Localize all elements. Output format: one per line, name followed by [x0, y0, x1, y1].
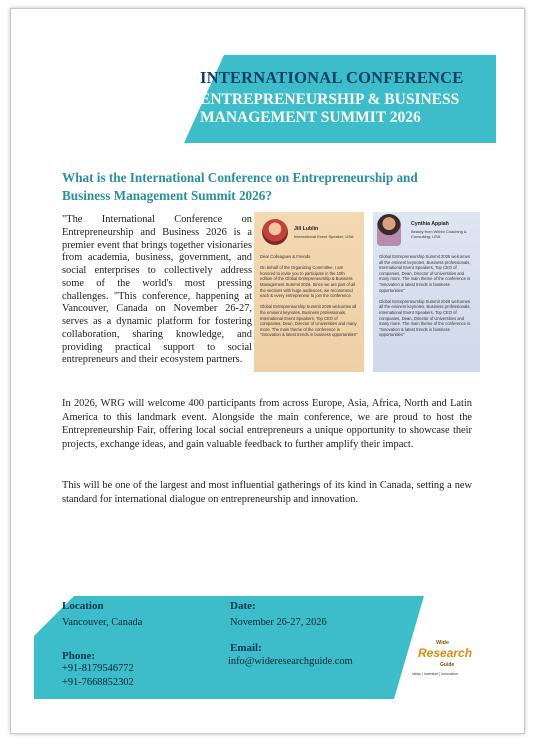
phone-number-2[interactable]: +91-7668852302	[62, 677, 134, 688]
conference-subtitle	[200, 91, 500, 127]
logo-word-main: Research	[418, 646, 473, 660]
location-label: Location	[62, 600, 104, 612]
participants-paragraph: In 2026, WRG will welcome 400 participants from across Europe, Asia, Africa, North and Latin America to this landmark event. Alongside the main conference, we are proud to host the Entrepreneurship Fair, offering local social entrepreneurs a unique opportunity to showcase their projects, exchange ideas, and gain valuable feedback to further amplify their impact.	[62, 398, 472, 450]
speaker-name: Jill Lublin	[294, 226, 319, 232]
date-value: November 26-27, 2026	[230, 617, 327, 628]
wide-research-guide-logo	[410, 640, 473, 686]
speaker-role: Beauty from Within Coaching & Consulting, USA	[411, 229, 467, 239]
section-heading: What is the International Conference on Entrepreneurship and Business Management Summit 2026?	[62, 170, 418, 203]
logo-word-bottom: Guide	[440, 662, 455, 668]
location-value: Vancouver, Canada	[62, 617, 143, 628]
intro-paragraph: "The International Conference on Entrepreneurship and Business 2026 is a premier event that brings together visionaries from academia, business, government, and social enterprises to collectively address some of the world's most pressing challenges. "This conference, happening at Vancouver, Canada on November 26-27, serves as a dynamic platform for fostering collaboration, sharing knowledge, and providing practical support to social entrepreneurs and their ecosystem partners.	[62, 214, 252, 366]
phone-label: Phone:	[62, 650, 95, 662]
speaker-card-cynthia	[373, 212, 480, 372]
date-label: Date:	[230, 600, 256, 612]
logo-tagline: Ideas | Invention | Innovation	[412, 672, 458, 676]
speaker-photo	[262, 219, 288, 245]
closing-paragraph: This will be one of the largest and most influential gatherings of its kind in Canada, setting a new standard for international dialogue on entrepreneurship and innovation.	[62, 480, 472, 505]
logo-word-top: Wide	[436, 640, 450, 646]
conference-title: INTERNATIONAL CONFERENCE	[200, 68, 464, 87]
subtitle-line-1: ENTREPRENEURSHIP & BUSINESS	[200, 91, 460, 108]
speaker-card-jill	[254, 212, 364, 372]
speaker-message: Dear Colleagues & Friends On behalf of the Organizing Committee, I am honored to invite you to participate in the 10th edition of the Global Entrepreneurship & Business Management Summit 2026. Since we are part of all the sections with huge audiences, we recommend each & every entrepreneur to join the conference. Global Entrepreneurship Summit 2026 welcomes all the eminent keynotes, Business professionals, International Event Speakers, Top CEO of companies, Dean, Director of Universities and many more. The main theme of the conference is "Innovation & latest trends in business opportunities"	[260, 254, 358, 338]
email-label: Email:	[230, 642, 262, 654]
speaker-message: Global Entrepreneurship Summit 2026 welcomes all the eminent keynotes, Business professionals, International Event Speakers, Top CEO of companies, Dean, Director of Universities and many more. The main theme of the conference is "Innovation & latest trends in business opportunities" Global Entrepreneurship Summit 2026 welcomes all the eminent keynotes, Business professionals, International Event Speakers, Top CEO of companies, Dean, Director of Universities and many more. The main theme of the conference is "Innovation & latest trends in business opportunities"	[379, 254, 471, 338]
phone-number-1[interactable]: +91-8179546772	[62, 663, 134, 674]
speaker-name: Cynthia Appiah	[411, 221, 449, 227]
email-value[interactable]: info@wideresearchguide.com	[228, 656, 353, 667]
speaker-role: International Event Speaker, USA	[294, 234, 354, 239]
speaker-photo	[377, 214, 401, 246]
subtitle-line-2: MANAGEMENT SUMMIT 2026	[200, 109, 421, 126]
